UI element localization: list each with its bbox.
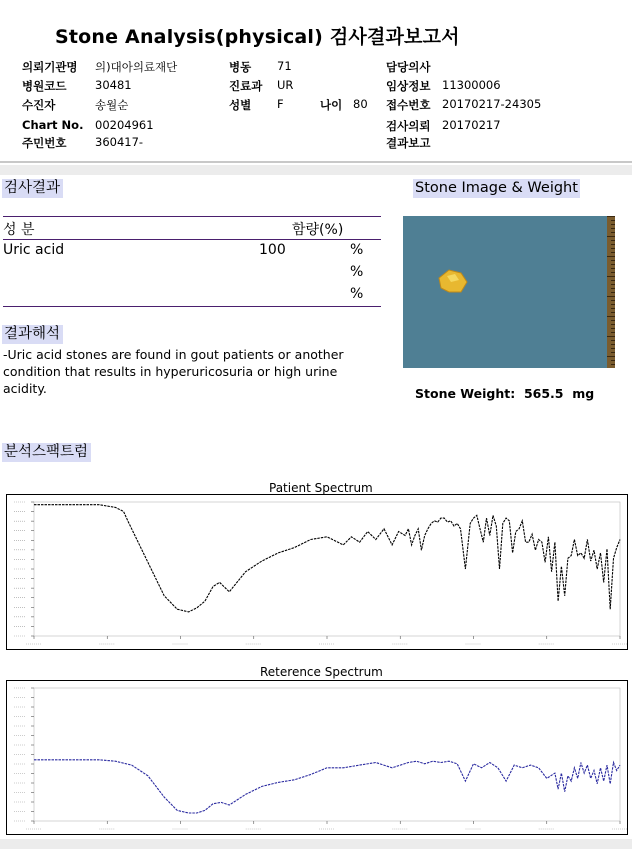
ruler-tick [611, 240, 615, 241]
resident-no-value: 360417- [95, 135, 144, 149]
clinical-info-label: 임상정보 [386, 79, 431, 93]
ruler-tick [611, 224, 615, 225]
hospital-code-value: 30481 [95, 78, 132, 92]
result-row-2-unit: % [350, 264, 364, 280]
ruler-tick [611, 364, 615, 365]
col-component-header: 성 분 [3, 222, 35, 238]
stone-graphic [403, 216, 615, 368]
ruler-tick [607, 236, 615, 237]
ward-label: 병동 [229, 60, 252, 74]
chart-frame [7, 681, 628, 835]
ruler-tick [611, 248, 615, 249]
stone-weight-unit: mg [572, 386, 595, 401]
ruler-tick [611, 328, 615, 329]
ruler-tick [607, 316, 615, 317]
clinical-info-value: 11300006 [442, 78, 501, 92]
institution-value: 의)대아의료재단 [95, 60, 178, 74]
ruler-tick [611, 280, 615, 281]
stone-weight [415, 386, 594, 401]
result-report-label: 결과보고 [386, 136, 431, 150]
ruler-tick [611, 288, 615, 289]
header-gray-band [0, 165, 632, 175]
reference-spectrum-chart [6, 680, 628, 835]
ruler-tick [611, 360, 615, 361]
age-value: 80 [353, 97, 368, 111]
interpretation-section-title: 결과해석 [2, 325, 63, 344]
ruler-tick [611, 300, 615, 301]
stone-weight-label: Stone Weight: [415, 386, 516, 401]
result-row-1-unit: % [350, 242, 364, 258]
chart-no-value: 00204961 [95, 118, 154, 132]
ruler-tick [611, 324, 615, 325]
ruler-tick [611, 340, 615, 341]
result-row-3-unit: % [350, 286, 364, 302]
ruler-tick [611, 228, 615, 229]
chart-no-label: Chart No. [22, 118, 84, 132]
reference-spectrum-title: Reterence Spectrum [260, 665, 383, 679]
ruler-tick [611, 264, 615, 265]
report-title: Stone Analysis(physical) 검사결과보고서 [55, 26, 460, 48]
hospital-code-label: 병원코드 [22, 79, 67, 93]
ruler-tick [611, 220, 615, 221]
ruler-tick [611, 348, 615, 349]
footer-gray-band [0, 839, 632, 849]
sex-value: F [277, 97, 284, 111]
ruler-tick [611, 284, 615, 285]
ruler-tick [607, 296, 615, 297]
ruler-tick [611, 332, 615, 333]
request-value: 20170217 [442, 118, 501, 132]
ruler-tick [611, 344, 615, 345]
department-label: 진료과 [229, 79, 263, 93]
ruler-tick [607, 276, 615, 277]
stone-photo [403, 216, 615, 368]
resident-no-label: 주민번호 [22, 136, 67, 150]
ruler-tick [607, 356, 615, 357]
sex-label: 성별 [229, 98, 252, 112]
ward-value: 71 [277, 59, 292, 73]
ruler-tick [611, 260, 615, 261]
header-divider [0, 161, 632, 163]
results-table-top-line [3, 216, 381, 217]
results-table-header-line [3, 239, 381, 240]
ruler-tick [607, 336, 615, 337]
ruler-tick [611, 232, 615, 233]
spectrum-section-title: 분석스팩트럼 [2, 443, 91, 462]
ruler-tick [607, 256, 615, 257]
department-value: UR [277, 78, 294, 92]
result-row-1-value: 100 [259, 242, 286, 258]
interpretation-text: -Uric acid stones are found in gout patients or another condition that results in hyperuricosuria or high urine acidity. [3, 347, 344, 396]
stone-ruler [607, 216, 615, 368]
age-label: 나이 [320, 98, 343, 112]
institution-label: 의뢰기관명 [22, 60, 78, 74]
stone-section-title: Stone Image & Weight [415, 180, 578, 196]
ruler-tick [611, 268, 615, 269]
chart-frame [7, 495, 628, 650]
ruler-tick [611, 304, 615, 305]
ruler-tick [611, 320, 615, 321]
ruler-tick [611, 272, 615, 273]
receipt-no-value: 20170217-24305 [442, 97, 542, 111]
ruler-tick [611, 252, 615, 253]
col-content-header: 함량(%) [292, 222, 344, 238]
ruler-tick [611, 352, 615, 353]
ruler-tick [611, 308, 615, 309]
request-label: 검사의뢰 [386, 119, 431, 133]
collector-value: 송월순 [95, 98, 129, 112]
doctor-label: 담당의사 [386, 60, 431, 74]
stone-weight-value: 565.5 [523, 386, 564, 401]
ruler-tick [611, 244, 615, 245]
ruler-tick [611, 292, 615, 293]
result-row-1-component: Uric acid [3, 242, 65, 258]
ruler-tick [607, 216, 615, 217]
patient-spectrum-title: Patient Spectrum [269, 481, 373, 495]
patient-spectrum-chart [6, 494, 628, 650]
collector-label: 수진자 [22, 98, 56, 112]
results-table-bottom-line [3, 306, 381, 307]
receipt-no-label: 접수번호 [386, 98, 431, 112]
ruler-tick [611, 312, 615, 313]
results-section-title: 검사결과 [2, 179, 63, 198]
